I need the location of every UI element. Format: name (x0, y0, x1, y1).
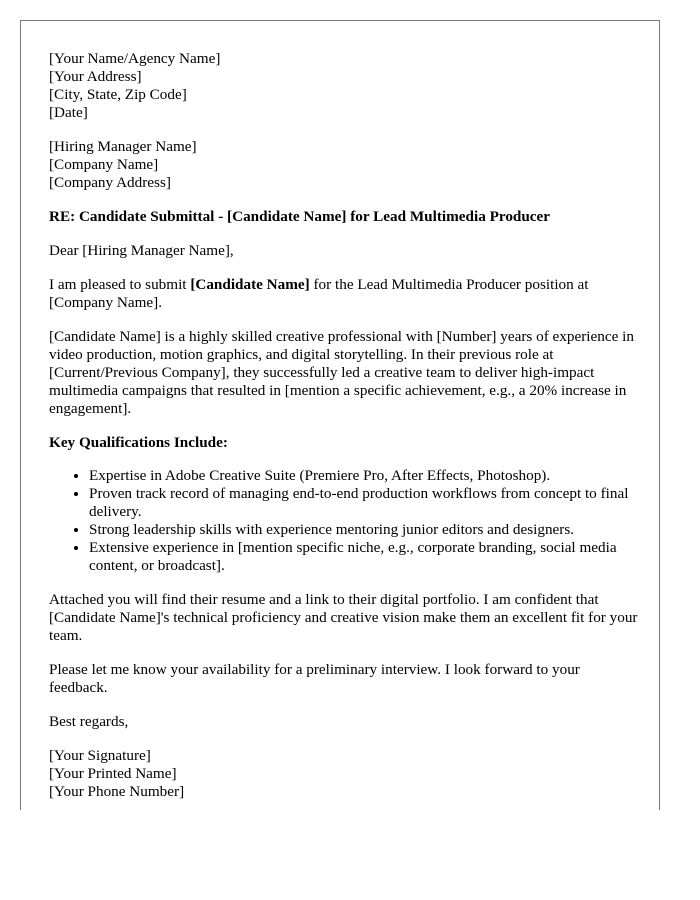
recipient-address: [Company Address] (49, 174, 171, 191)
sender-address: [Your Address] (49, 68, 142, 85)
list-item: • Extensive experience in [mention specific niche, e.g., corporate branding, social media content, or broadcast]. (89, 539, 639, 575)
sender-city-state-zip: [City, State, Zip Code] (49, 86, 187, 103)
attachment-paragraph: Attached you will find their resume and a link to their digital portfolio. I am confident that [Candidate Name]'s technical proficiency and creative vision make them an excellent fit for your team. (49, 591, 638, 644)
recipient-block (49, 138, 639, 192)
sender-block (49, 50, 639, 122)
greeting: Dear [Hiring Manager Name], (49, 242, 234, 259)
intro-after: for the Lead Multimedia Producer position at [Company Name]. (49, 276, 589, 311)
letter-body (49, 50, 639, 817)
signature-line: [Your Signature] (49, 747, 151, 764)
recipient-name: [Hiring Manager Name] (49, 138, 197, 155)
subject-line: RE: Candidate Submittal - [Candidate Name] for Lead Multimedia Producer (49, 208, 551, 225)
qualifications-list (49, 467, 639, 575)
sender-name: [Your Name/Agency Name] (49, 50, 221, 67)
sign-off: Best regards, (49, 713, 129, 730)
closing-request-paragraph: Please let me know your availability for a preliminary interview. I look forward to your feedback. (49, 661, 580, 696)
qualifications-heading: Key Qualifications Include: (49, 434, 228, 451)
list-item: • Strong leadership skills with experience mentoring junior editors and designers. (89, 521, 639, 539)
intro-paragraph (49, 276, 639, 312)
list-item: • Proven track record of managing end-to-end production workflows from concept to final delivery. (89, 485, 639, 521)
intro-before: I am pleased to submit (49, 276, 191, 293)
phone-number: [Your Phone Number] (49, 783, 185, 800)
letter-date: [Date] (49, 104, 88, 121)
signature-block (49, 747, 639, 801)
letter-page (20, 20, 660, 810)
recipient-company: [Company Name] (49, 156, 159, 173)
list-item: • Expertise in Adobe Creative Suite (Premiere Pro, After Effects, Photoshop). (89, 467, 639, 485)
summary-paragraph: [Candidate Name] is a highly skilled creative professional with [Number] years of experience in video production, motion graphics, and digital storytelling. In their previous role at [Current/Previous Company], they successfully led a creative team to deliver high-impact multimedia campaigns that resulted in [mention a specific achievement, e.g., a 20% increase in engagement]. (49, 328, 634, 417)
printed-name: [Your Printed Name] (49, 765, 177, 782)
intro-candidate-name: [Candidate Name] (190, 276, 310, 293)
